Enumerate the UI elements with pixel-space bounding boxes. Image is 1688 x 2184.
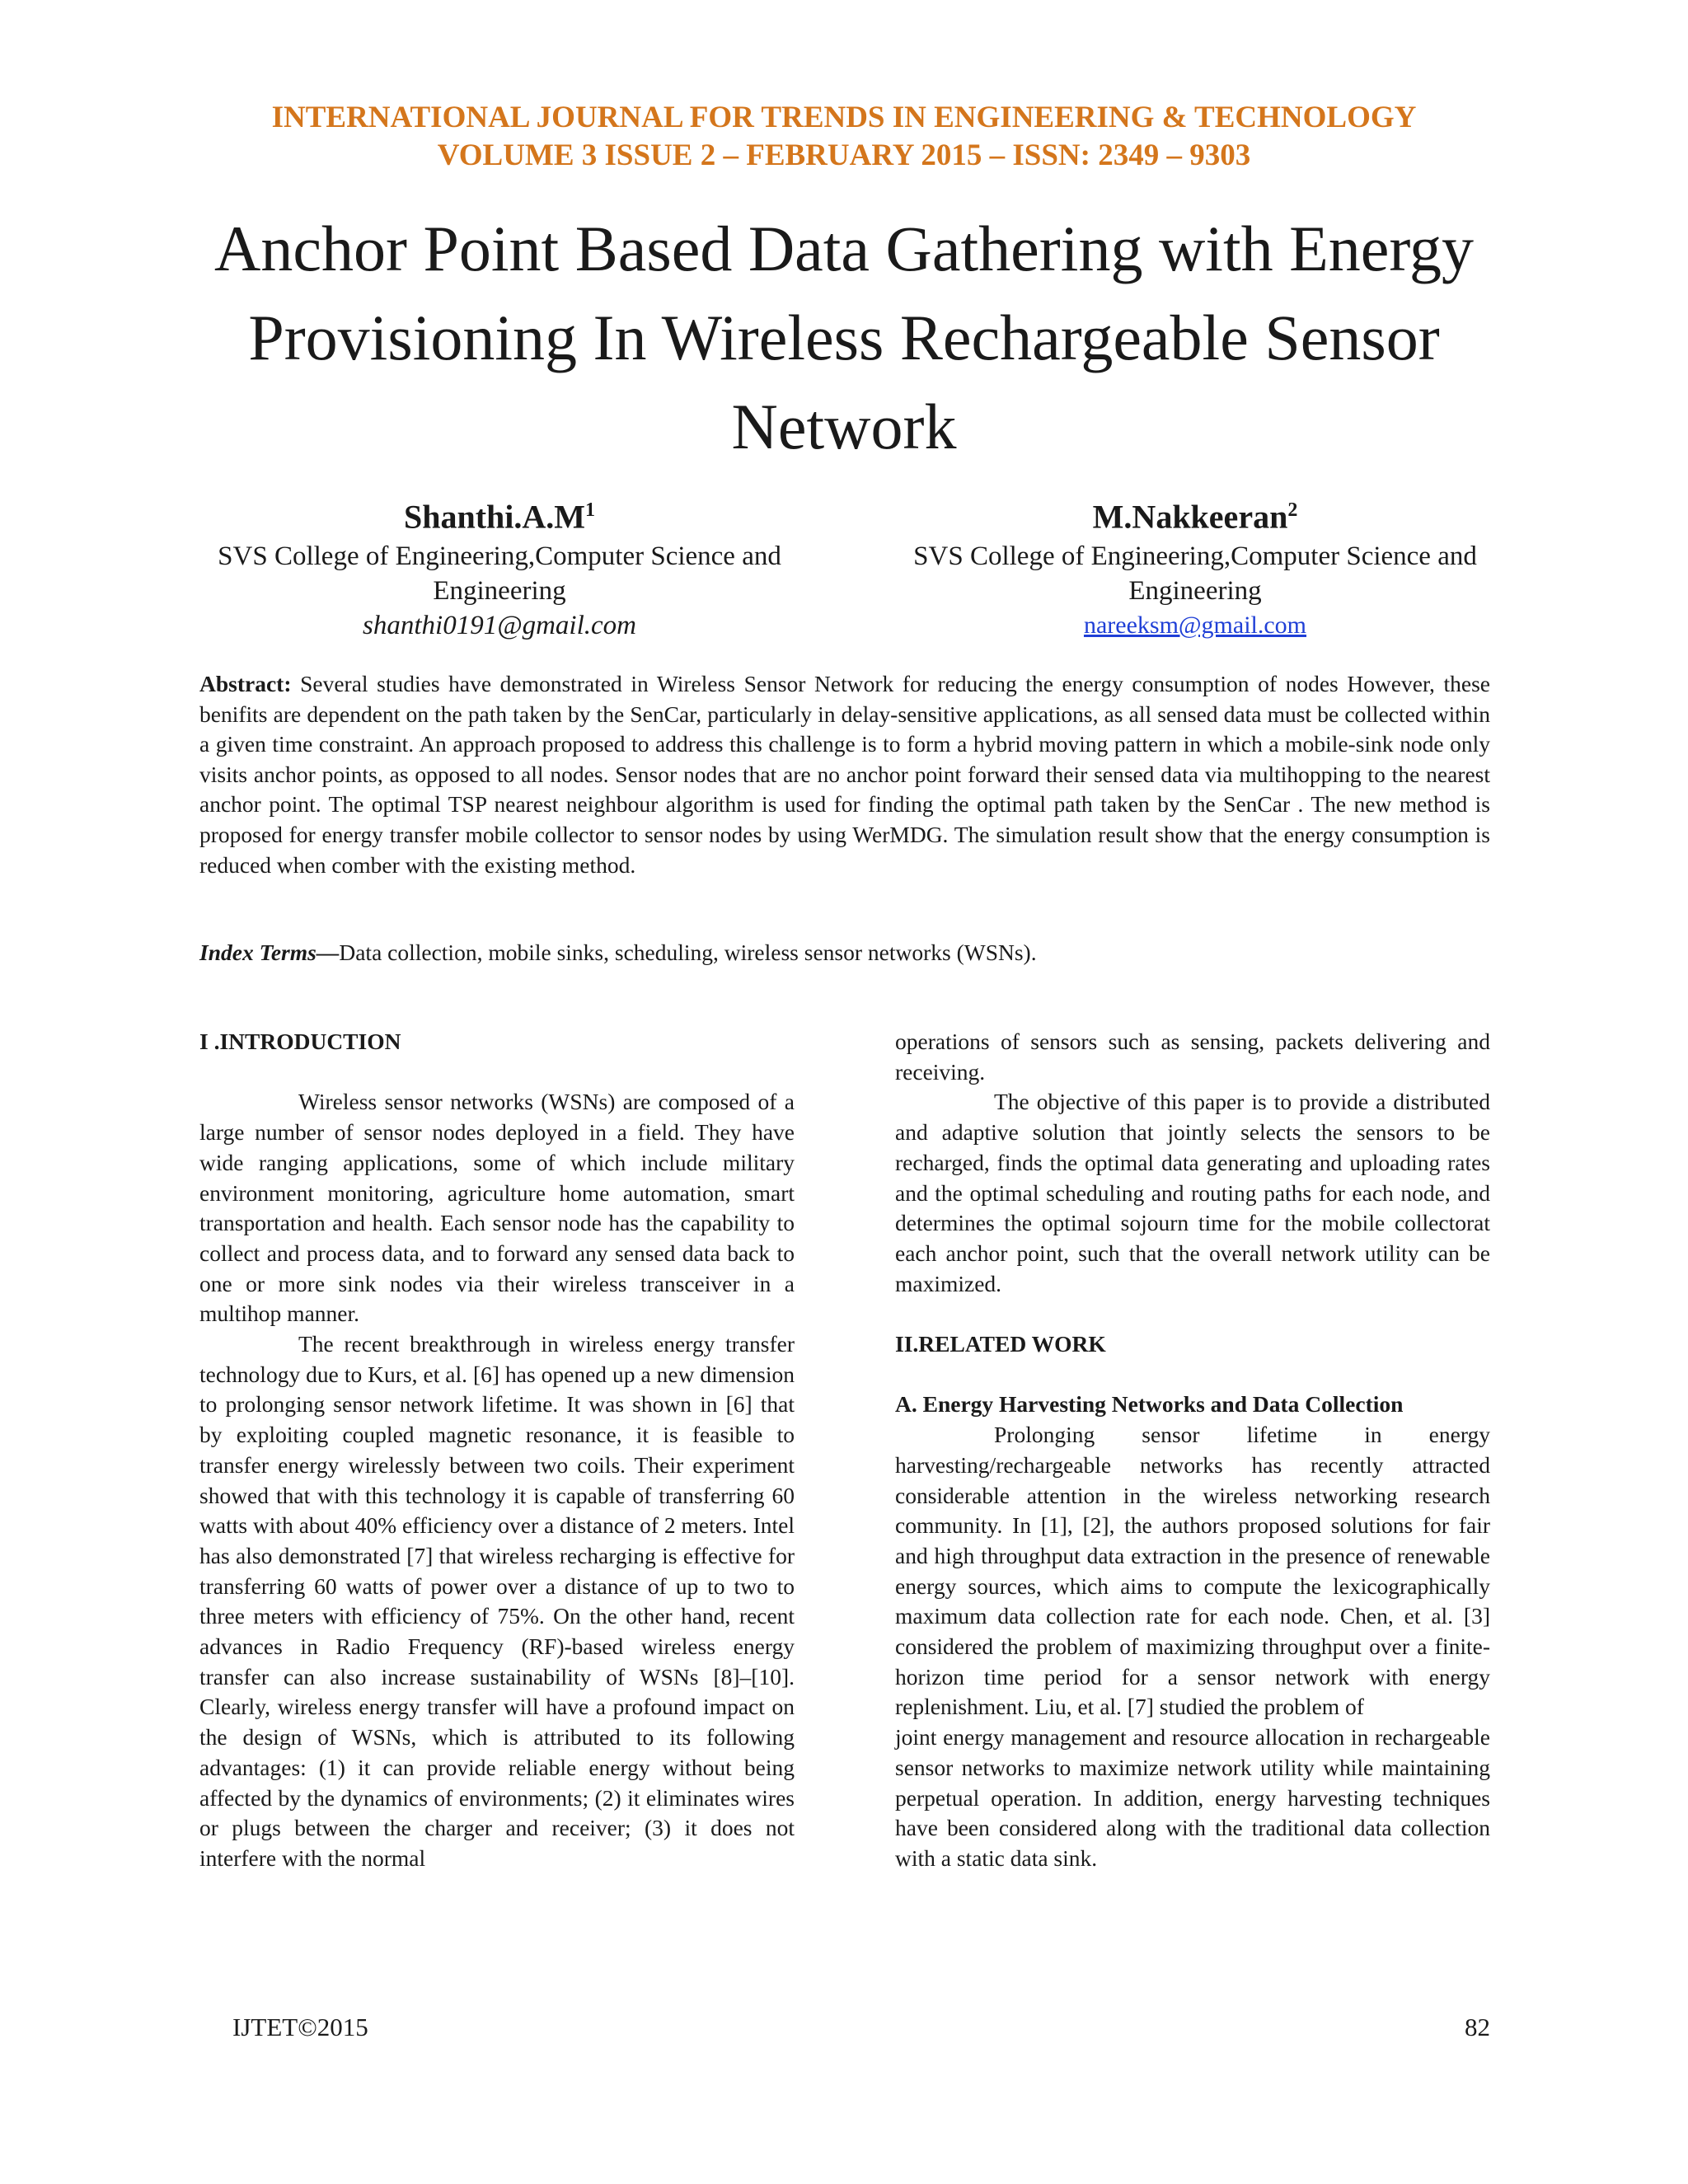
paragraph: Wireless sensor networks (WSNs) are composed of a large number of sensor nodes deployed in a field. They have wide ranging applications, some of which include military environment monitoring, agriculture home automation, smart transportation and health. Each sensor node has the capability to collect and process data, and to forward any sensed data back to one or more sink nodes via their wireless transceiver in a multihop manner. (199, 1089, 795, 1327)
paper-title: Anchor Point Based Data Gathering with Energy Provisioning In Wireless Rechargeable Sensor Network (214, 213, 1474, 462)
footer-copyright: IJTET©2015 (232, 2013, 368, 2041)
paragraph: The recent breakthrough in wireless energy transfer technology due to Kurs, et al. [6] has opened up a new dimension to prolonging sensor network lifetime. It was shown in [6] that by exploiting coupled magnetic resonance, it is feasible to transfer energy wirelessly between two coils. Their experiment showed that with this technology it is capable of transferring 60 watts with about 40% efficiency over a distance of 2 meters. Intel has also demonstrated [7] that wireless recharging is effective for transferring 60 watts of power over a distance of up to two to three meters with efficiency of 75%. On the other hand, recent advances in Radio Frequency (RF)-based wireless energy transfer can also increase sustainability of WSNs [8]–[10]. Clearly, wireless energy transfer will have a profound impact on the design of WSNs, which is attributed to its following advantages: (1) it can provide reliable energy without being affected by the dynamics of environments; (2) it eliminates wires or plugs between the charger and receiver; (3) it does not interfere with the normal (199, 1331, 795, 1871)
journal-volume-issue: VOLUME 3 ISSUE 2 – FEBRUARY 2015 – ISSN: 2349 – 9303 (437, 138, 1251, 172)
abstract-text: Several studies have demonstrated in Wireless Sensor Network for reducing the energy consumption of nodes However, these benifits are dependent on the path taken by the SenCar, particularly in delay-sensitive applications, as all sensed data must be collected within a given time constraint. An approach proposed to address this challenge is to form a hybrid moving pattern in which a mobile-sink node only visits anchor points, as opposed to all nodes. Sensor nodes that are no anchor point forward their sensed data via multihopping to the nearest anchor point. The optimal TSP nearest neighbour algorithm is used for finding the optimal path taken by the SenCar . The new method is proposed for energy transfer mobile collector to sensor nodes by using WerMDG. The simulation result show that the energy consumption is reduced when comber with the existing method. (199, 671, 1490, 878)
page-number: 82 (1465, 2013, 1490, 2041)
author-email: shanthi0191@gmail.com (363, 611, 636, 641)
abstract-label: Abstract: (199, 671, 292, 696)
author-email-link[interactable]: nareeksm@gmail.com (1083, 612, 1307, 640)
section-heading-related-work: II.RELATED WORK (895, 1331, 1106, 1357)
abstract (199, 669, 1490, 880)
author-affiliation: SVS College of Engineering,Computer Science and Engineering (218, 541, 781, 607)
author-block-1 (186, 488, 813, 643)
left-column (199, 1027, 795, 1874)
author-affiliation: SVS College of Engineering,Computer Science and Engineering (913, 541, 1477, 607)
journal-name: INTERNATIONAL JOURNAL FOR TRENDS IN ENGINEERING & TECHNOLOGY (271, 101, 1417, 134)
author-superscript: 1 (585, 499, 596, 521)
index-terms-label: Index Terms— (199, 940, 340, 965)
author-block-2 (882, 488, 1508, 643)
subsection-heading: A. Energy Harvesting Networks and Data Collection (895, 1391, 1404, 1418)
paragraph: operations of sensors such as sensing, packets delivering and receiving. (895, 1029, 1490, 1085)
index-terms-text: Data collection, mobile sinks, scheduling, wireless sensor networks (WSNs). (339, 940, 1037, 965)
right-column (895, 1027, 1490, 1874)
paragraph: The objective of this paper is to provide a distributed and adaptive solution that jointly selects the sensors to be recharged, finds the optimal data generating and uploading rates and the optimal scheduling and routing paths for each node, and determines the optimal sojourn time for the mobile collectorat each anchor point, such that the overall network utility can be maximized. (895, 1089, 1490, 1296)
paragraph: Prolonging sensor lifetime in energy harvesting/rechargeable networks has recently attracted considerable attention in the wireless networking research community. In [1], [2], the authors proposed solutions for fair and high throughput data extraction in the presence of renewable energy sources, which aims to compute the lexicographically maximum data collection rate for each node. Chen, et al. [3] considered the problem of maximizing throughput over a finite-horizon time period for a sensor network with energy replenishment. Liu, et al. [7] studied the problem of (895, 1422, 1490, 1720)
author-name: M.Nakkeeran$^2$ (1092, 498, 1298, 536)
section-heading-introduction: I .INTRODUCTION (199, 1029, 401, 1054)
index-terms (199, 938, 1490, 968)
author-superscript: 2 (1287, 499, 1298, 521)
author-name: $Shanthi.A.M^1$ (403, 498, 596, 536)
paragraph: joint energy management and resource allocation in rechargeable sensor networks to maximize network utility while maintaining perpetual operation. In addition, energy harvesting techniques have been considered along with the traditional data collection with a static data sink. (895, 1724, 1490, 1871)
